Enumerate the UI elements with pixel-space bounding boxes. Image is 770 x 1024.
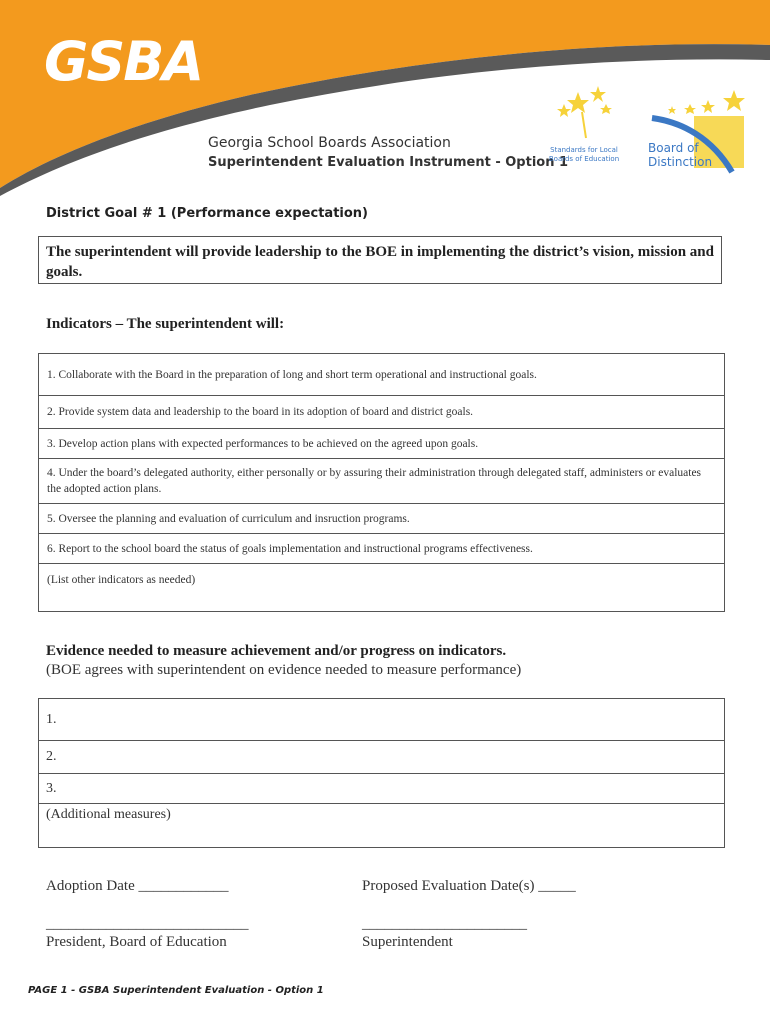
president-signature-line: ___________________________ [46, 916, 249, 932]
indicators-table [38, 353, 725, 612]
goal-statement: The superintendent will provide leadership to the BOE in implementing the district’s vision, mission and goals. [38, 236, 722, 284]
evidence-row-additional: (Additional measures) [46, 807, 171, 822]
indicators-heading: Indicators – The superintendent will: [46, 316, 285, 332]
standards-badge-text: Standards for Local Boards of Education [548, 146, 620, 163]
indicator-row: 6. Report to the school board the status of goals implementation and instructional programs effectiveness. [39, 534, 724, 564]
evidence-heading: Evidence needed to measure achievement and/or progress on indicators. [46, 643, 507, 659]
indicator-row: 1. Collaborate with the Board in the preparation of long and short term operational and instructional goals. [39, 354, 724, 396]
indicator-row: 4. Under the board’s delegated authority, either personally or by assuring their administration through delegated staff, administers or evaluates the adopted action plans. [39, 459, 724, 504]
document-title: Superintendent Evaluation Instrument - Option 1 [208, 155, 569, 170]
president-label: President, Board of Education [46, 934, 227, 950]
superintendent-label: Superintendent [362, 934, 453, 950]
evidence-row: 1. [39, 699, 724, 741]
org-name: Georgia School Boards Association [208, 135, 451, 151]
adoption-date-field: Adoption Date ____________ [46, 878, 229, 894]
badge-line-1: Board of [648, 141, 699, 155]
gsba-logo: GSBA [44, 30, 203, 93]
proposed-evaluation-date-field: Proposed Evaluation Date(s) _____ [362, 878, 576, 894]
evidence-table [38, 698, 725, 848]
evidence-row: 3. [39, 774, 724, 804]
board-of-distinction-text [648, 141, 712, 169]
superintendent-signature-line: ______________________ [362, 916, 527, 932]
district-goal-label: District Goal # 1 (Performance expectation) [46, 206, 368, 221]
indicator-row: 2. Provide system data and leadership to the board in its adoption of board and district goals. [39, 396, 724, 429]
indicator-row: 5. Oversee the planning and evaluation of curriculum and insruction programs. [39, 504, 724, 534]
page-footer: PAGE 1 - GSBA Superintendent Evaluation - Option 1 [28, 985, 324, 996]
evidence-subheading: (BOE agrees with superintendent on evidence needed to measure performance) [46, 662, 522, 678]
badge-line-2: Distinction [648, 155, 713, 169]
indicator-row-other: (List other indicators as needed) [47, 574, 196, 586]
evidence-row: 2. [39, 741, 724, 774]
indicator-row: 3. Develop action plans with expected performances to be achieved on the agreed upon goals. [39, 429, 724, 459]
